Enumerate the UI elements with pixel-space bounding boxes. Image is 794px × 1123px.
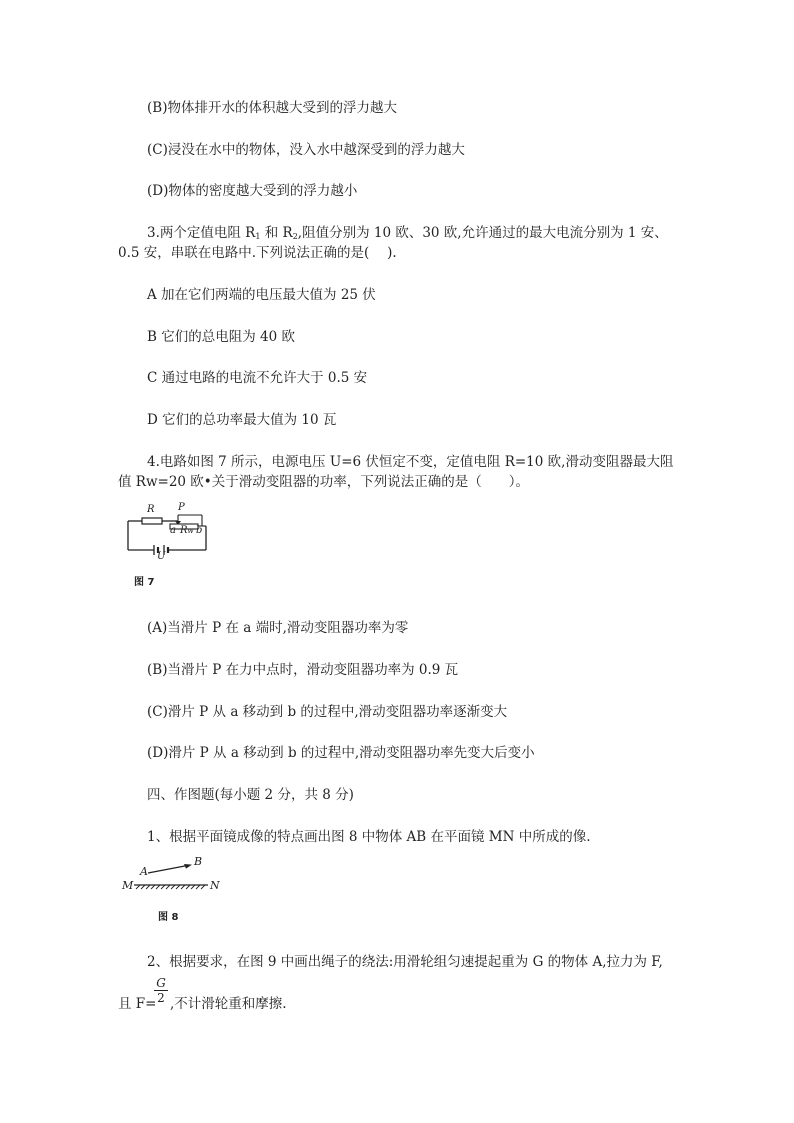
q2-option-d: (D)物体的密度越大受到的浮力越小 [147,183,358,199]
label-b-point: B [194,855,203,868]
label-u: U [157,551,166,562]
q4-option-a: (A)当滑片 P 在 a 端时,滑动变阻器功率为零 [147,620,409,636]
resistor-r [142,518,162,524]
figure-7-circuit [122,502,212,588]
q4-option-b: (B)当滑片 P 在力中点时，滑动变阻器功率为 0.9 瓦 [147,662,459,678]
q2-prefix: 且 F= [118,996,157,1012]
label-rw-letter: R [180,525,188,536]
q3-stem-sub1: 1 [255,232,261,241]
section4-q2-line2 [118,995,156,1013]
label-m: M [122,879,134,892]
label-rw-sub: w [187,527,194,535]
q3-stem-part1: 3.两个定值电阻 R [147,225,256,241]
q3-stem-part3: ,阻值分别为 10 欧、30 欧,允许通过的最大电流分别为 1 安、 [297,225,668,241]
q3-stem-part2: 和 R [260,225,293,241]
q4-stem-line1: 4.电路如图 7 所示，电源电压 U=6 伏恒定不变，定值电阻 R=10 欧,滑动变阻器最大阻 [147,454,674,470]
q2-option-c: (C)浸没在水中的物体，没入水中越深受到的浮力越大 [147,142,465,158]
figure-7-caption: 图 7 [134,577,155,588]
q3-option-b: B 它们的总电阻为 40 欧 [147,329,295,345]
fraction-g-over-2 [154,976,168,1005]
q2-suffix: ,不计滑轮重和摩擦. [170,996,287,1012]
q4-option-d: (D)滑片 P 从 a 移动到 b 的过程中,滑动变阻器功率先变大后变小 [147,745,535,761]
q2-option-b: (B)物体排开水的体积越大受到的浮力越大 [147,100,397,116]
q4-stem-line2: 值 Rw=20 欧•关于滑动变阻器的功率，下列说法正确的是（ ）。 [118,474,530,490]
fraction-numerator: G [154,976,168,991]
label-rw [180,525,194,536]
object-ab [148,865,190,873]
q3-stem-line2: 0.5 安，串联在电路中.下列说法正确的是( ). [118,245,397,261]
q3-stem-line1 [147,224,668,246]
object-ab-arrowhead [184,864,192,869]
label-n: N [210,879,220,892]
label-a: a [170,525,176,536]
label-b: b [196,525,203,536]
fraction-denominator: 2 [157,991,165,1005]
q3-option-d: D 它们的总功率最大值为 10 瓦 [147,412,337,428]
section4-q1: 1、根据平面镜成像的特点画出图 8 中物体 AB 在平面镜 MN 中所成的像. [147,829,591,845]
section4-heading: 四、作图题(每小题 2 分，共 8 分) [147,787,354,803]
label-r: R [147,504,155,515]
q3-option-c: C 通过电路的电流不允许大于 0.5 安 [147,370,368,386]
section4-q2-line1: 2、根据要求，在图 9 中画出绳子的绕法:用滑轮组匀速提起重为 G 的物体 A,拉力为 F, [147,954,663,970]
q4-option-c: (C)滑片 P 从 a 移动到 b 的过程中,滑动变阻器功率逐渐变大 [147,704,508,720]
label-a-point: A [140,865,148,878]
figure-8-caption: 图 8 [158,912,179,923]
figure-8-mirror [120,856,230,922]
label-p: P [178,502,185,513]
q3-stem-sub2: 2 [292,232,298,241]
q3-option-a: A 加在它们两端的电压最大值为 25 伏 [147,287,376,303]
